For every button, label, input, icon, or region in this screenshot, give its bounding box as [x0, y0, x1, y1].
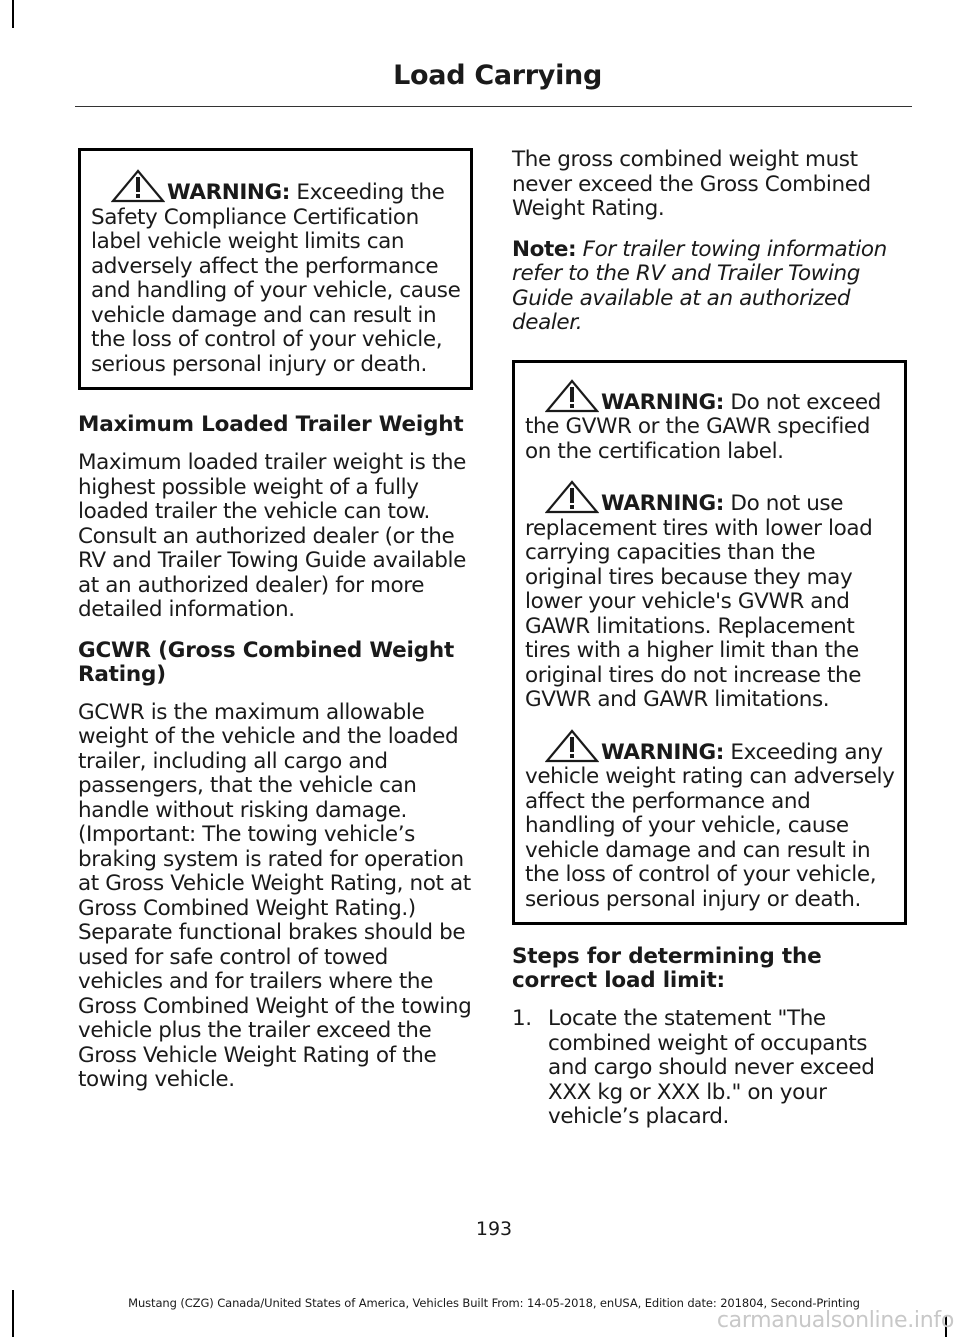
left-column — [78, 148, 473, 1109]
warning-item — [91, 169, 462, 377]
warning-triangle-icon — [545, 480, 599, 514]
warning-item — [525, 729, 896, 913]
watermark: carmanualsonline.info — [716, 1308, 954, 1333]
warning-text: Exceeding any vehicle weight rating can adversely affect the performance and handling of your vehicle, cause vehicle damage and can result in the loss of control of your vehicle, serious personal injury or death. — [525, 739, 895, 912]
section-body-max-trailer-weight: Maximum loaded trailer weight is the highest possible weight of a fully loaded trailer the vehicle can tow. Consult an authorized dealer (or the RV and Trailer Towing Guide available at an authorized dealer) for more detailed information. — [78, 450, 466, 622]
crop-mark-top-left-v — [12, 0, 14, 28]
warning-text: Exceeding the Safety Compliance Certification label vehicle weight limits can adversely affect the performance and handling of your vehicle, cause vehicle damage and can result in the loss of control of your vehicle, serious personal injury or death. — [91, 180, 461, 377]
warning-box — [512, 360, 907, 926]
intro-paragraph: The gross combined weight must never exceed the Gross Combined Weight Rating. — [512, 147, 871, 221]
header-rule — [75, 106, 912, 107]
right-column — [512, 148, 907, 1130]
warning-triangle-icon — [545, 379, 599, 413]
list-item — [512, 1007, 907, 1130]
footer-text: Mustang (CZG) Canada/United States of America, Vehicles Built From: 14-05-2018, enUSA, Edition date: 201804, Second-Printing — [128, 1296, 860, 1310]
step-text: Locate the statement "The combined weight of occupants and cargo should never exceed XXX kg or XXX lb." on your vehicle’s placard. — [548, 1006, 875, 1129]
note-paragraph — [512, 238, 907, 336]
warning-label: WARNING: — [601, 739, 724, 765]
warning-label: WARNING: — [601, 491, 724, 516]
warning-text: Do not use replacement tires with lower load carrying capacities than the original tires because they may lower your vehicle's GVWR and GAWR limitations. Replacement tires with a higher limit than the original tires do not increase the GVWR and GAWR limitations. — [525, 491, 873, 712]
note-label: Note: — [512, 236, 577, 262]
page-title: Load Carrying — [393, 60, 602, 91]
section-heading-max-trailer-weight: Maximum Loaded Trailer Weight — [78, 412, 464, 437]
step-number: 1. — [512, 1006, 532, 1031]
note-text: For trailer towing information refer to the RV and Trailer Towing Guide available at an authorized dealer. — [512, 236, 887, 335]
page-number: 193 — [475, 1218, 513, 1240]
section-heading-load-limit-steps: Steps for determining the correct load limit: — [512, 944, 822, 993]
warning-triangle-icon — [111, 169, 165, 203]
warning-triangle-icon — [545, 729, 599, 763]
warning-label: WARNING: — [601, 389, 724, 415]
warning-box — [78, 148, 473, 390]
steps-list — [512, 1007, 907, 1130]
warning-label: WARNING: — [167, 180, 290, 205]
section-body-gcwr: GCWR is the maximum allowable weight of the vehicle and the loaded trailer, including all cargo and passengers, that the vehicle can handle without risking damage. (Important: The towing vehicle’s braking system is rated for operation at Gross Vehicle Weight Rating, not at Gross Combined Weight Rating.) Separate functional brakes should be used for safe control of towed vehicles and for trailers where the Gross Combined Weight of the towing vehicle plus the trailer exceed the Gross Vehicle Weight Rating of the towing vehicle. — [78, 699, 472, 1092]
warning-text: Do not exceed the GVWR or the GAWR specified on the certification label. — [525, 389, 881, 464]
section-heading-gcwr: GCWR (Gross Combined Weight Rating) — [78, 637, 455, 687]
warning-item — [525, 379, 896, 465]
warning-item — [525, 480, 896, 713]
